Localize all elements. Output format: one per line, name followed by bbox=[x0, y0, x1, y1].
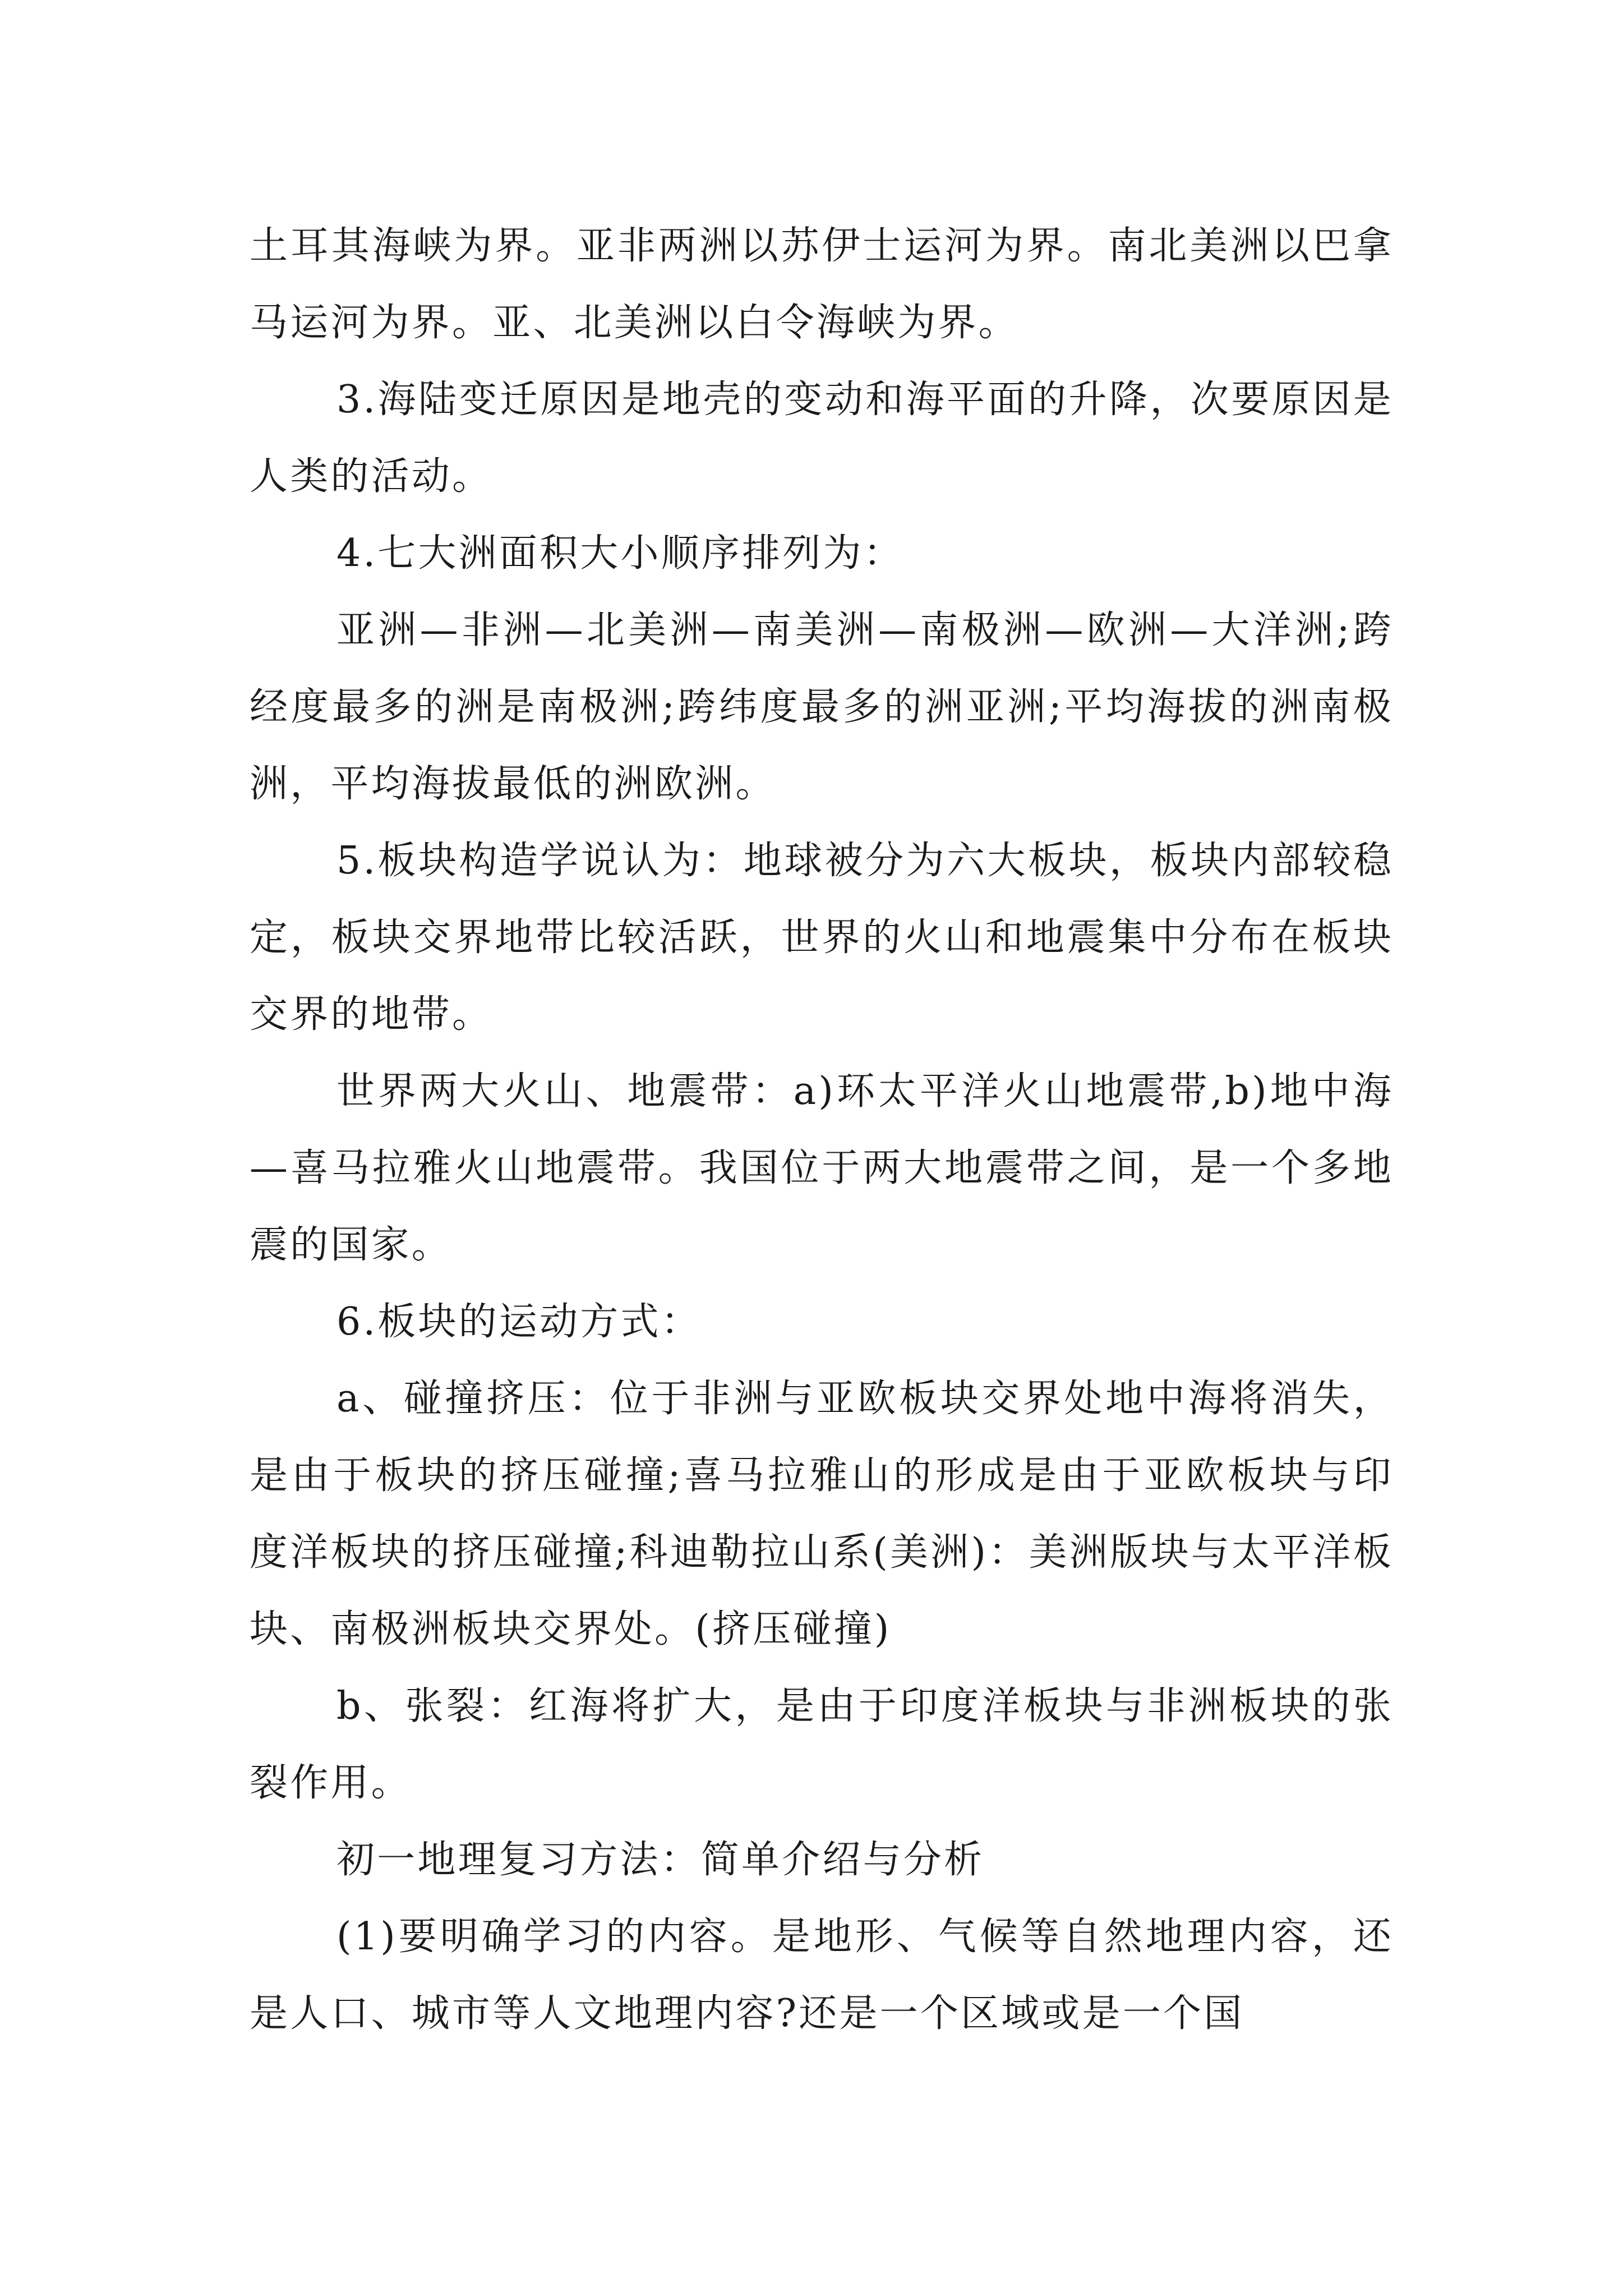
paragraph-6: 世界两大火山、地震带：a)环太平洋火山地震带,b)地中海—喜马拉雅火山地震带。我国位于两大地震带之间，是一个多地震的国家。 bbox=[250, 1069, 1394, 1267]
paragraph-7: 6.板块的运动方式： bbox=[336, 1300, 702, 1344]
document-body bbox=[250, 208, 1394, 2052]
paragraph-2: 3.海陆变迁原因是地壳的变动和海平面的升降，次要原因是人类的活动。 bbox=[250, 378, 1394, 499]
paragraph-5: 5.板块构造学说认为：地球被分为六大板块，板块内部较稳定，板块交界地带比较活跃，世界的火山和地震集中分布在板块交界的地带。 bbox=[250, 839, 1394, 1037]
paragraph-1: 土耳其海峡为界。亚非两洲以苏伊士运河为界。南北美洲以巴拿马运河为界。亚、北美洲以白令海峡为界。 bbox=[250, 224, 1394, 345]
paragraph-3: 4.七大洲面积大小顺序排列为： bbox=[336, 531, 904, 576]
paragraph-9: b、张裂：红海将扩大，是由于印度洋板块与非洲板块的张裂作用。 bbox=[250, 1684, 1394, 1805]
paragraph-10: 初一地理复习方法：简单介绍与分析 bbox=[336, 1838, 985, 1882]
paragraph-8: a、碰撞挤压：位于非洲与亚欧板块交界处地中海将消失，是由于板块的挤压碰撞;喜马拉雅山的形成是由于亚欧板块与印度洋板块的挤压碰撞;科迪勒拉山系(美洲)：美洲版块与太平洋板块、南极洲板块交界处。(挤压碰撞) bbox=[250, 1377, 1394, 1651]
paragraph-4: 亚洲—非洲—北美洲—南美洲—南极洲—欧洲—大洋洲;跨经度最多的洲是南极洲;跨纬度最多的洲亚洲;平均海拔的洲南极洲，平均海拔最低的洲欧洲。 bbox=[250, 608, 1394, 806]
paragraph-11: (1)要明确学习的内容。是地形、气候等自然地理内容，还是人口、城市等人文地理内容?还是一个区域或是一个国 bbox=[250, 1915, 1394, 2036]
